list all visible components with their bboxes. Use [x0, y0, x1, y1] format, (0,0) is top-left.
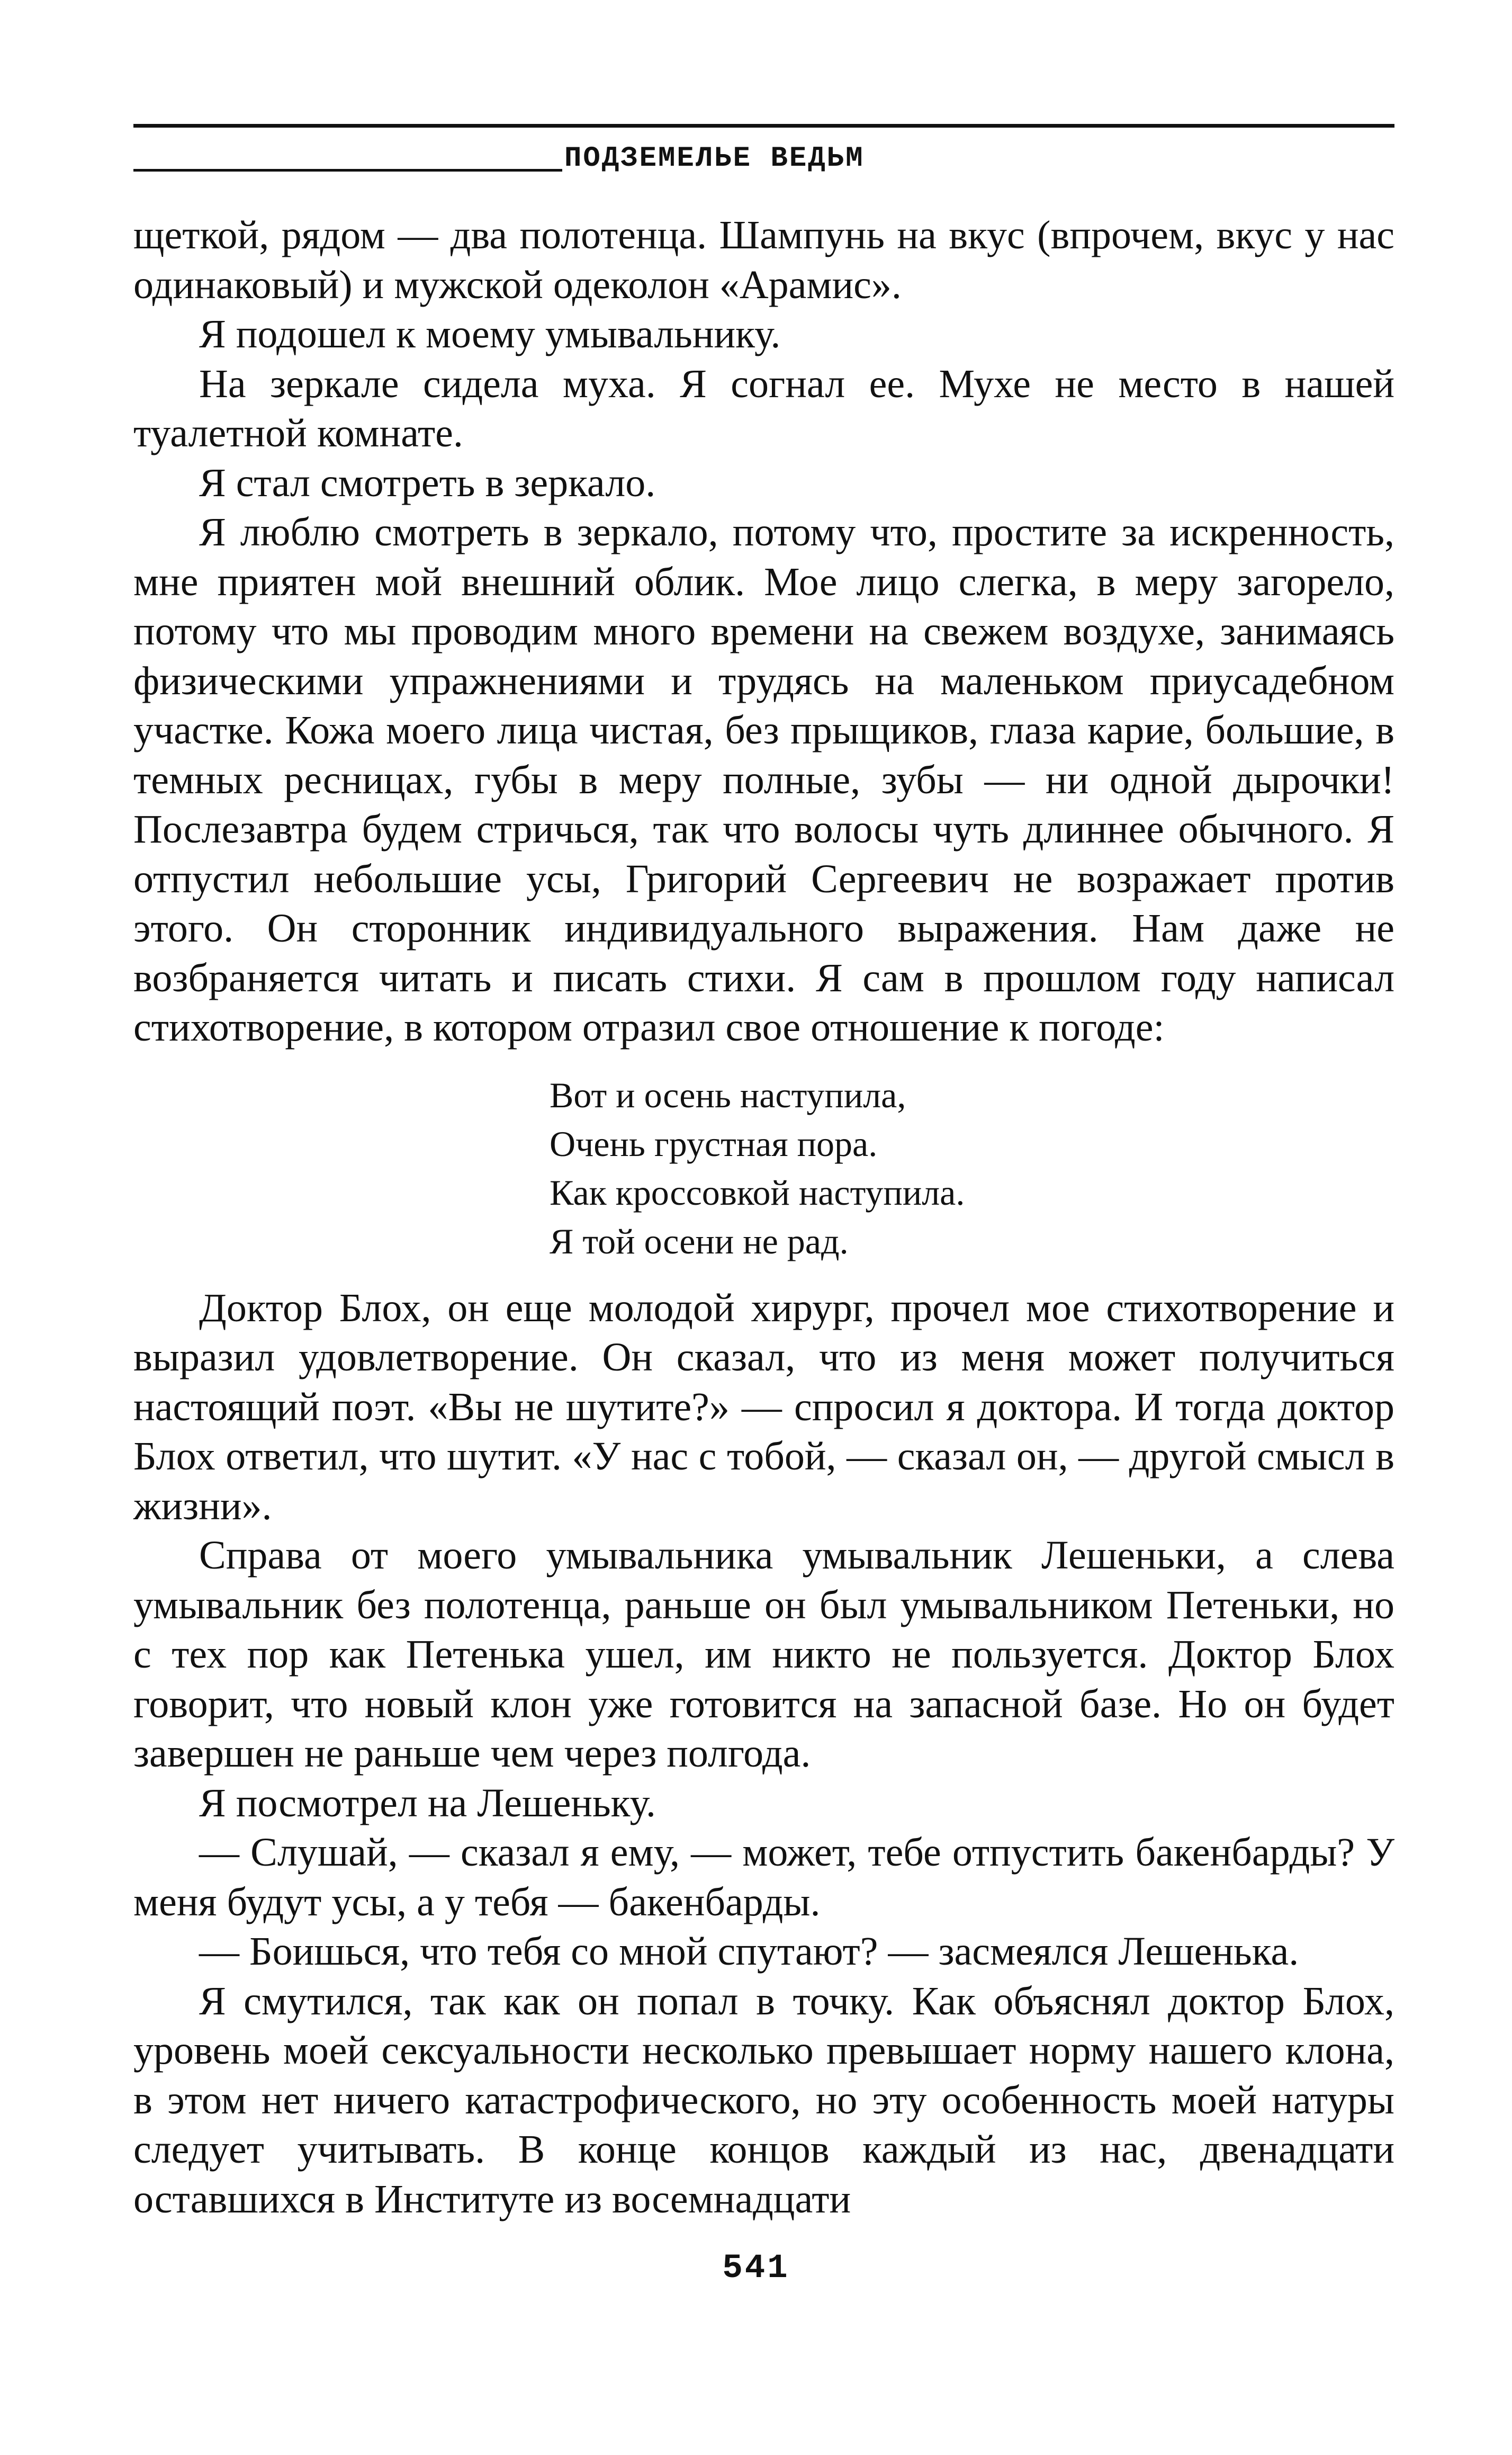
paragraph: — Боишься, что тебя со мной спутают? — засмеялся Лешенька.	[199, 1929, 1299, 1974]
poem-line: Очень грустная пора.	[550, 1123, 878, 1164]
poem-line: Как кроссовкой наступила.	[550, 1172, 965, 1213]
poem-line: Я той осени не рад.	[550, 1221, 849, 1261]
paragraph: Я посмотрел на Лешеньку.	[199, 1780, 656, 1825]
paragraph: Доктор Блох, он еще молодой хирург, прочел мое стихотворение и выразил удовлетворение. Он сказал, что из меня может получиться настоящий поэт. «Вы не шутите?» — спросил я доктора. И тогда доктор Блох ответил, что шутит. «У нас с тобой, — сказал он, — другой смысл в жизни».	[133, 1285, 1394, 1528]
paragraph: — Слушай, — сказал я ему, — может, тебе отпустить бакенбарды? У меня будут усы, а у тебя — бакенбарды.	[133, 1830, 1394, 1924]
paragraph: щеткой, рядом — два полотенца. Шампунь на вкус (впрочем, вкус у нас одинаковый) и мужской одеколон «Арамис».	[133, 213, 1394, 307]
paragraph: Я смутился, так как он попал в точку. Как объяснял доктор Блох, уровень моей сексуальности несколько превышает норму нашего клона, в этом нет ничего катастрофического, но эту особенность моей натуры следует учитывать. В конце концов каждый из нас, двенадцати оставшихся в Институте из восемнадцати	[133, 1978, 1394, 2221]
paragraph: Я люблю смотреть в зеркало, потому что, простите за искренность, мне приятен мой внешний облик. Мое лицо слегка, в меру загорело, потому что мы проводим много времени на свежем воздухе, занимаясь физическими упражнениями и трудясь на маленьком приусадебном участке. Кожа моего лица чистая, без прыщиков, глаза карие, большие, в темных ресницах, губы в меру полные, зубы — ни одной дырочки! Послезавтра будем стричься, так что волосы чуть длиннее обычного. Я отпустил небольшие усы, Григорий Сергеевич не возражает против этого. Он сторонник индивидуального выражения. Нам даже не возбраняется читать и писать стихи. Я сам в прошлом году написал стихотворение, в котором отразил свое отношение к погоде:	[133, 510, 1394, 1050]
header-top-rule	[133, 124, 1394, 128]
paragraph: На зеркале сидела муха. Я согнал ее. Мухе не место в нашей туалетной комнате.	[133, 361, 1394, 455]
poem-line: Вот и осень наступила,	[550, 1074, 906, 1115]
page-number: 541	[722, 2250, 790, 2288]
paragraph: Справа от моего умывальника умывальник Лешеньки, а слева умывальник без полотенца, раньше он был умывальником Петеньки, но с тех пор как Петенька ушел, им никто не пользуется. Доктор Блох говорит, что новый клон уже готовится на запасной базе. Но он будет завершен не раньше чем через полгода.	[133, 1533, 1394, 1776]
paragraph: Я стал смотреть в зеркало.	[199, 460, 656, 505]
header-leader-line	[133, 169, 562, 172]
poem	[550, 1071, 1394, 1266]
running-title: ПОДЗЕМЕЛЬЕ ВЕДЬМ	[564, 142, 865, 175]
paragraph: Я подошел к моему умывальнику.	[199, 312, 781, 356]
body-text	[133, 211, 1394, 2224]
